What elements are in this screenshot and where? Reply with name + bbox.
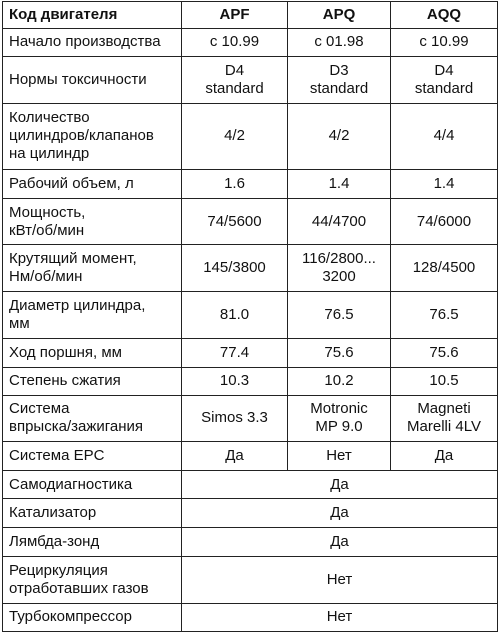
cell-apf: с 10.99 [182,29,288,57]
table-row [3,169,498,198]
spec-table-body [3,29,498,632]
cell-all-engines: Да [182,499,498,528]
cell-apf: 77.4 [182,338,288,367]
cell-all-engines: Нет [182,603,498,631]
row-label: Степень сжатия [3,367,182,395]
row-label: Нормы токсичности [3,56,182,103]
table-row [3,603,498,631]
table-row [3,528,498,557]
cell-aqq: с 10.99 [391,29,498,57]
cell-apq: 4/2 [288,103,391,169]
row-label: Система впрыска/зажигания [3,395,182,442]
engine-spec-table [2,1,498,632]
cell-apq: 76.5 [288,292,391,339]
cell-apf: Simos 3.3 [182,395,288,442]
table-row [3,56,498,103]
cell-apf: Да [182,442,288,471]
header-engine-code: Код двигателя [3,2,182,29]
row-label: Рециркуляция отработавших газов [3,557,182,604]
table-row [3,395,498,442]
cell-apq: Нет [288,442,391,471]
table-row [3,103,498,169]
table-row [3,442,498,471]
header-engine-apf: APF [182,2,288,29]
row-label: Количество цилиндров/клапанов на цилиндр [3,103,182,169]
header-row [3,2,498,29]
cell-apf: 145/3800 [182,245,288,292]
cell-aqq: 128/4500 [391,245,498,292]
cell-aqq: 1.4 [391,169,498,198]
cell-aqq: Да [391,442,498,471]
table-row [3,471,498,499]
row-label: Система EPC [3,442,182,471]
cell-apq: 116/2800... 3200 [288,245,391,292]
cell-apf: 1.6 [182,169,288,198]
cell-aqq: D4 standard [391,56,498,103]
cell-apf: 81.0 [182,292,288,339]
cell-apq: Motronic MP 9.0 [288,395,391,442]
cell-aqq: 75.6 [391,338,498,367]
table-row [3,245,498,292]
table-row [3,367,498,395]
cell-apq: D3 standard [288,56,391,103]
cell-apq: 1.4 [288,169,391,198]
row-label: Самодиагностика [3,471,182,499]
table-row [3,198,498,245]
row-label: Катализатор [3,499,182,528]
row-label: Крутящий момент, Нм/об/мин [3,245,182,292]
header-engine-aqq: AQQ [391,2,498,29]
cell-all-engines: Да [182,528,498,557]
row-label: Ход поршня, мм [3,338,182,367]
row-label: Диаметр цилиндра, мм [3,292,182,339]
cell-apf: 74/5600 [182,198,288,245]
cell-aqq: 4/4 [391,103,498,169]
cell-all-engines: Нет [182,557,498,604]
table-row [3,557,498,604]
row-label: Рабочий объем, л [3,169,182,198]
cell-aqq: 10.5 [391,367,498,395]
cell-all-engines: Да [182,471,498,499]
header-engine-apq: APQ [288,2,391,29]
cell-aqq: 74/6000 [391,198,498,245]
row-label: Мощность, кВт/об/мин [3,198,182,245]
cell-apq: с 01.98 [288,29,391,57]
table-row [3,499,498,528]
cell-aqq: Magneti Marelli 4LV [391,395,498,442]
cell-apf: 4/2 [182,103,288,169]
table-row [3,292,498,339]
row-label: Лямбда-зонд [3,528,182,557]
row-label: Турбокомпрессор [3,603,182,631]
cell-apf: 10.3 [182,367,288,395]
cell-apq: 10.2 [288,367,391,395]
table-row [3,29,498,57]
cell-apq: 44/4700 [288,198,391,245]
row-label: Начало производства [3,29,182,57]
table-row [3,338,498,367]
cell-apf: D4 standard [182,56,288,103]
cell-aqq: 76.5 [391,292,498,339]
cell-apq: 75.6 [288,338,391,367]
